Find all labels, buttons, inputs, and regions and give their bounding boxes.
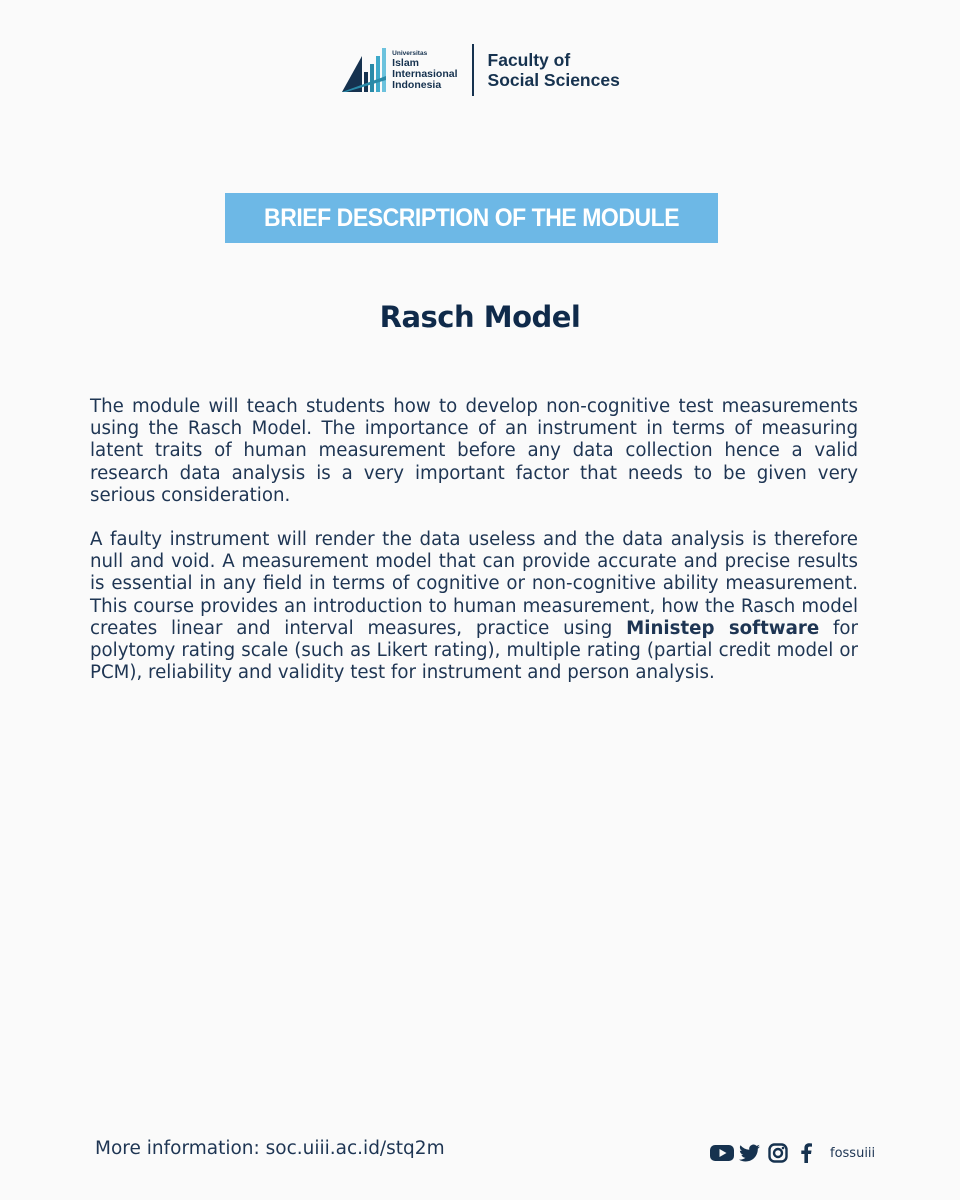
description-paragraph-2 <box>90 529 858 684</box>
paragraph-text: for polytomy rating scale (such as Likert rating), multiple rating (partial credit model or PCM), reliability and validity test for instrument and person analysis. <box>90 617 858 684</box>
software-name: Ministep software <box>626 617 820 639</box>
more-information: More information: soc.uiii.ac.id/stq2m <box>95 1138 445 1159</box>
instagram-icon[interactable] <box>766 1141 790 1165</box>
social-links <box>710 1141 875 1165</box>
description-paragraph-1: The module will teach students how to develop non-cognitive test measurements using the Rasch Model. The importance of an instrument in terms of measuring latent traits of human measurement before any data collection hence a valid research data analysis is a very important factor that needs to be given very serious consideration. <box>90 396 858 506</box>
university-line: Internasional <box>392 67 458 80</box>
banner-text: BRIEF DESCRIPTION OF THE MODULE <box>263 203 680 232</box>
university-logo <box>340 46 457 94</box>
university-line: Indonesia <box>392 78 442 91</box>
paragraph-text: A faulty instrument will render the data useless and the data analysis is therefore null and void. A measurement model that can provide accurate and precise results is essential in any field in terms of cognitive or non-cognitive ability measurement. This course provides an introduction to human measurement, how the Rasch model creates linear and interval measures, practice using <box>90 529 858 639</box>
facebook-icon[interactable] <box>794 1141 818 1165</box>
module-title: Rasch Model <box>379 300 581 334</box>
social-handle: fossuiii <box>830 1145 876 1161</box>
university-line: Islam <box>392 56 420 69</box>
header <box>0 42 960 98</box>
uiii-logo-icon <box>340 46 388 94</box>
faculty-line: Faculty of <box>487 50 571 70</box>
youtube-icon[interactable] <box>710 1141 734 1165</box>
twitter-icon[interactable] <box>738 1141 762 1165</box>
section-banner <box>225 193 718 243</box>
university-line: Universitas <box>392 49 428 57</box>
faculty-line: Social Sciences <box>487 70 620 90</box>
university-name <box>392 50 457 91</box>
faculty-name <box>488 50 620 90</box>
header-divider <box>472 44 474 96</box>
